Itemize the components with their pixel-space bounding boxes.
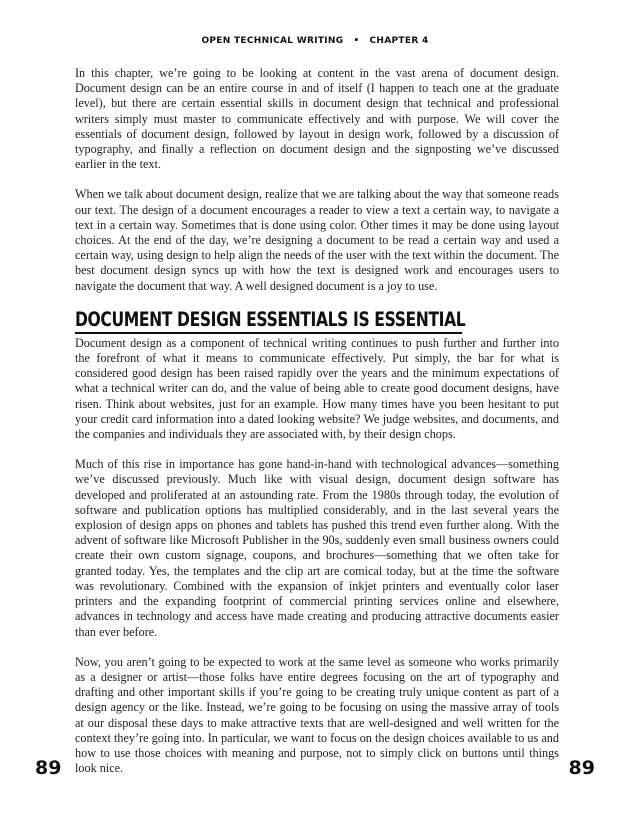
separator: • bbox=[353, 36, 360, 46]
chapter-label: CHAPTER 4 bbox=[369, 36, 429, 46]
book-title: OPEN TECHNICAL WRITING bbox=[201, 36, 344, 46]
section-paragraph-3: Now, you aren’t going to be expected to work at the same level as someone who works primarily as a designer or artist—those folks have entire degrees focusing on the art of typography and drafting and other important skills if you’re going to be creating truly unique content as part of a design agency or the like. Instead, we’re going to be focusing on using the massive array of tools at our disposal these days to make attractive texts that are well-designed and well written for the context they’re going into. In particular, we want to focus on the design choices available to us and how to use those choices with meaning and purpose, not to simply click on buttons until things look nice. bbox=[75, 654, 559, 776]
page-number-right: 89 bbox=[568, 757, 595, 779]
running-head bbox=[0, 36, 630, 46]
intro-paragraph-2: When we talk about document design, realize that we are talking about the way that someone reads our text. The design of a document encourages a reader to view a text a certain way, to navigate a text in a certain way. Sometimes that is done using color. Other times it may be done using layout choices. At the end of the day, we’re designing a document to be read a certain way and used a certain way, using design to help align the needs of the user with the text within the document. The best document design syncs up with how the text is designed work and encourages users to navigate the document that way. A well designed document is a joy to use. bbox=[75, 187, 559, 293]
page-number-left: 89 bbox=[35, 757, 62, 779]
section-paragraph-1: Document design as a component of technical writing continues to push further and further into the forefront of what it means to communicate effectively. Put simply, the bar for what is considered good design has been raised rapidly over the years and the minimum expectations of what a technical writer can do, and the value of being able to create good document designs, have risen. Think about websites, just for an example. How many times have you been hesitant to put your credit card information into a dated looking website? We judge websites, and documents, and the companies and individuals they are associated with, by their design chops. bbox=[75, 335, 559, 442]
intro-paragraph-1: In this chapter, we’re going to be looking at content in the vast arena of document design. Document design can be an entire course in and of itself (I happen to teach one at the graduate level), but there are certain essential skills in document design that technical and professional writers simply must master to communicate effectively and with purpose. We will cover the essentials of document design, followed by layout in design work, followed by a discussion of typography, and finally a reflection on document design and the signposting we’ve discussed earlier in the text. bbox=[75, 66, 559, 172]
section-heading: DOCUMENT DESIGN ESSENTIALS IS ESSENTIAL bbox=[75, 309, 462, 334]
section-paragraph-2: Much of this rise in importance has gone hand-in-hand with technological advances—something we’ve discussed previously. Much like with visual design, document design software has developed and proliferated at an astounding rate. From the 1980s through today, the evolution of software and publication options has multiplied considerably, and in the last several years the explosion of design apps on phones and tablets has pushed this trend even further along. With the advent of software like Microsoft Publisher in the 90s, suddenly even small business owners could create their own custom signage, coupons, and brochures—something that we often take for granted today. Yes, the templates and the clip art are comical today, but at the time the software was revolutionary. Combined with the expansion of inkjet printers and eventually color laser printers and the expanding footprint of commercial printing services online and elsewhere, advances in technology and access have made creating and producing attractive documents easier than ever before. bbox=[75, 457, 559, 639]
page-body bbox=[75, 66, 559, 791]
